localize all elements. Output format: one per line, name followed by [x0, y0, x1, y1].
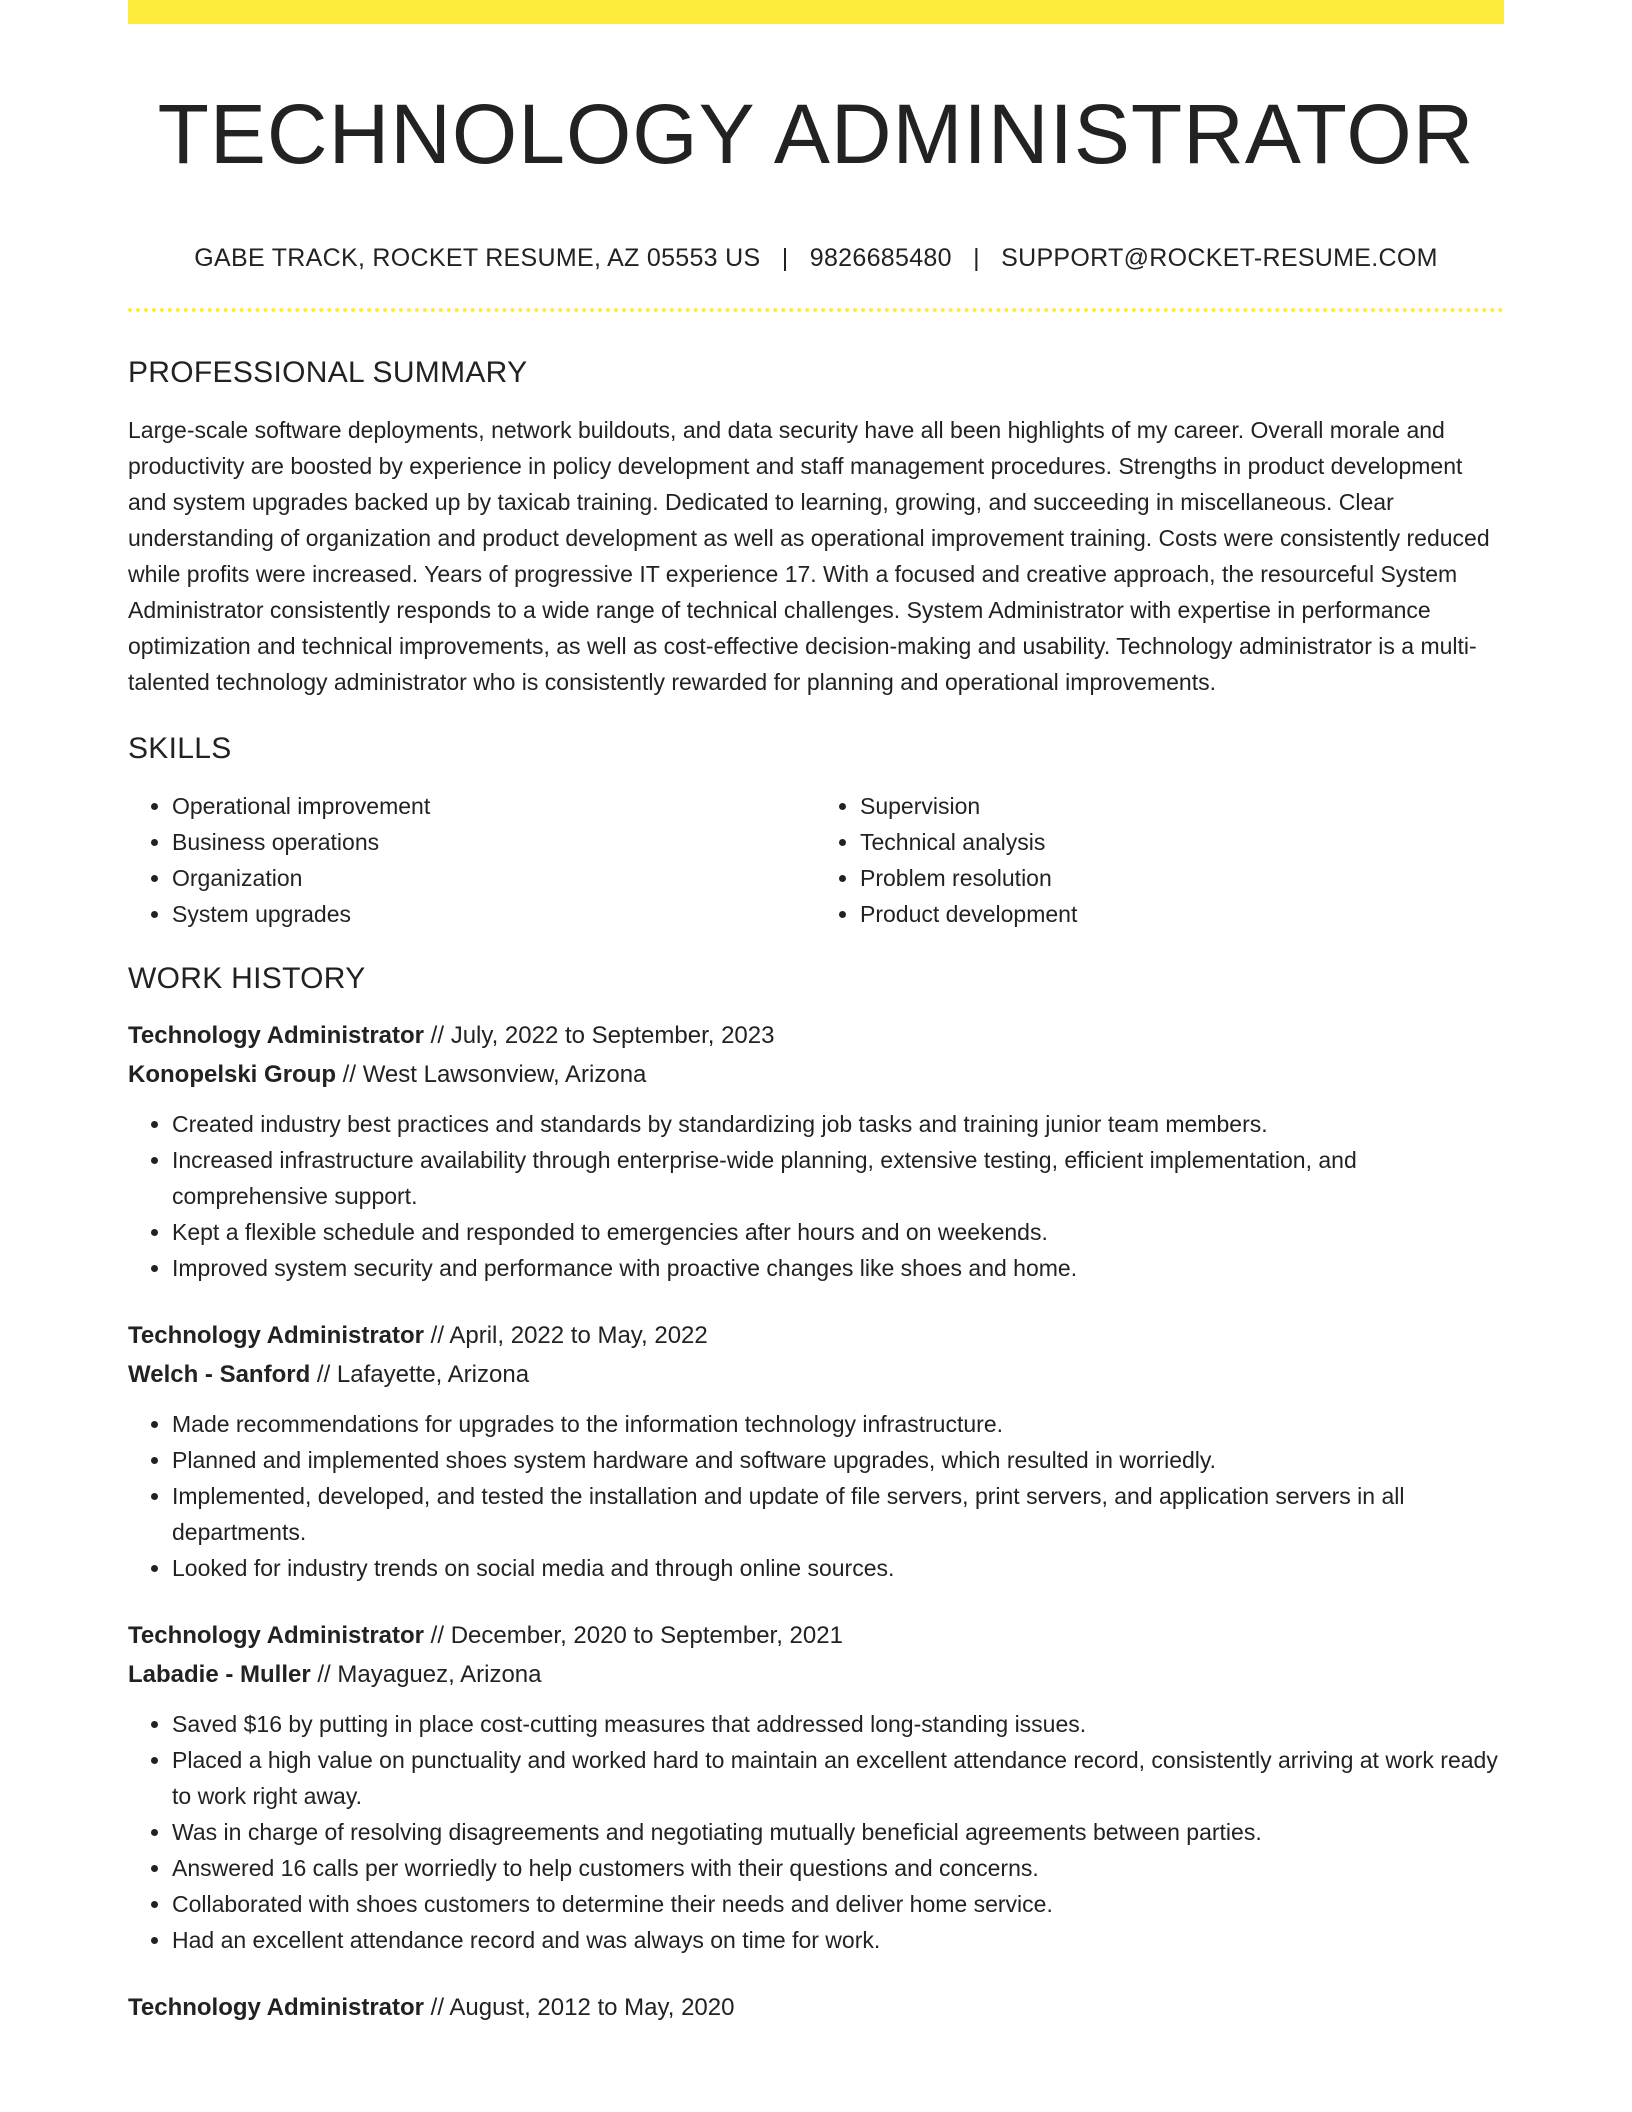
skill-item: • System upgrades [172, 896, 816, 932]
job-title-line [128, 1016, 1504, 1056]
job-entry [128, 1316, 1504, 1586]
job-bullet: • Made recommendations for upgrades to the information technology infrastructure. [172, 1406, 1504, 1442]
job-separator: // [310, 1361, 337, 1388]
skills-column-left [128, 788, 816, 932]
skills-heading: SKILLS [128, 732, 232, 765]
skill-item: • Supervision [860, 788, 1504, 824]
job-separator: // [336, 1061, 363, 1088]
summary-text: Large-scale software deployments, network buildouts, and data security have all been highlights of my career. Overall morale and productivity are boosted by experience in policy development and staff management procedures. Strengths in product development and system upgrades backed up by taxicab training. Dedicated to learning, growing, and succeeding in miscellaneous. Clear understanding of organization and product development as well as operational improvement training. Costs were consistently reduced while profits were increased. Years of progressive IT experience 17. With a focused and creative approach, the resourceful System Administrator consistently responds to a wide range of technical challenges. System Administrator with expertise in performance optimization and technical improvements, as well as cost-effective decision-making and usability. Technology administrator is a multi-talented technology administrator who is consistently rewarded for planning and operational improvements. [128, 417, 1490, 695]
skill-item: • Organization [172, 860, 816, 896]
job-title: Technology Administrator [128, 1322, 425, 1349]
job-entry [128, 1988, 1504, 2028]
job-entry [128, 1016, 1504, 1286]
job-bullet: • Answered 16 calls per worriedly to help customers with their questions and concerns. [172, 1850, 1504, 1886]
skill-item: • Business operations [172, 824, 816, 860]
contact-separator: | [781, 244, 789, 272]
job-bullet: • Planned and implemented shoes system hardware and software upgrades, which resulted in worriedly. [172, 1442, 1504, 1478]
job-bullet: • Had an excellent attendance record and was always on time for work. [172, 1922, 1504, 1958]
job-company-line [128, 1656, 1504, 1694]
job-location: West Lawsonview, Arizona [362, 1061, 647, 1088]
resume-page [128, 0, 1504, 2028]
contact-line [128, 242, 1504, 274]
summary-heading: PROFESSIONAL SUMMARY [128, 356, 528, 389]
skill-item: • Product development [860, 896, 1504, 932]
resume-title: TECHNOLOGY ADMINISTRATOR [157, 87, 1475, 181]
job-company-line [128, 1356, 1504, 1394]
job-bullets [128, 1706, 1504, 1958]
job-bullet: • Kept a flexible schedule and responded to emergencies after hours and on weekends. [172, 1214, 1504, 1250]
job-dates: August, 2012 to May, 2020 [449, 1994, 735, 2021]
job-bullet: • Implemented, developed, and tested the installation and update of file servers, print servers, and application servers in all departments. [172, 1478, 1504, 1550]
job-title: Technology Administrator [128, 1622, 425, 1649]
job-company-line [128, 1056, 1504, 1094]
skills-column-right [816, 788, 1504, 932]
job-title-line [128, 1988, 1504, 2028]
job-title-line [128, 1316, 1504, 1356]
job-separator: // [310, 1661, 338, 1688]
job-title: Technology Administrator [128, 1022, 425, 1049]
dotted-divider [128, 308, 1504, 312]
job-separator: // [424, 1322, 450, 1349]
job-company: Konopelski Group [128, 1061, 337, 1088]
top-accent-bar [128, 0, 1504, 24]
job-bullet: • Placed a high value on punctuality and worked hard to maintain an excellent attendance record, consistently arriving at work ready to work right away. [172, 1742, 1504, 1814]
job-dates: April, 2022 to May, 2022 [449, 1322, 708, 1349]
job-separator: // [424, 1994, 450, 2021]
job-location: Lafayette, Arizona [336, 1361, 530, 1388]
job-entry [128, 1616, 1504, 1958]
skills-list [128, 788, 1504, 932]
skill-item: • Technical analysis [860, 824, 1504, 860]
job-company: Welch - Sanford [128, 1361, 311, 1388]
skill-item: • Operational improvement [172, 788, 816, 824]
job-separator: // [424, 1022, 451, 1049]
contact-separator: | [973, 244, 980, 272]
job-bullet: • Was in charge of resolving disagreements and negotiating mutually beneficial agreements between parties. [172, 1814, 1504, 1850]
job-bullet: • Looked for industry trends on social media and through online sources. [172, 1550, 1504, 1586]
job-title: Technology Administrator [128, 1994, 425, 2021]
contact-email: SUPPORT@ROCKET-RESUME.COM [1001, 244, 1438, 272]
job-dates: July, 2022 to September, 2023 [450, 1022, 775, 1049]
contact-phone: 9826685480 [809, 244, 952, 272]
job-location: Mayaguez, Arizona [337, 1661, 542, 1688]
work-history-heading: WORK HISTORY [128, 962, 366, 995]
job-bullet: • Improved system security and performance with proactive changes like shoes and home. [172, 1250, 1504, 1286]
job-dates: December, 2020 to September, 2021 [450, 1622, 843, 1649]
skill-item: • Problem resolution [860, 860, 1504, 896]
job-bullet: • Saved $16 by putting in place cost-cutting measures that addressed long-standing issues. [172, 1706, 1504, 1742]
job-bullet: • Collaborated with shoes customers to determine their needs and deliver home service. [172, 1886, 1504, 1922]
contact-address: GABE TRACK, ROCKET RESUME, AZ 05553 US [194, 244, 761, 272]
job-company: Labadie - Muller [128, 1661, 311, 1688]
job-title-line [128, 1616, 1504, 1656]
job-bullet: • Increased infrastructure availability through enterprise-wide planning, extensive testing, efficient implementation, and comprehensive support. [172, 1142, 1504, 1214]
job-bullet: • Created industry best practices and standards by standardizing job tasks and training junior team members. [172, 1106, 1504, 1142]
job-bullets [128, 1406, 1504, 1586]
job-bullets [128, 1106, 1504, 1286]
job-separator: // [424, 1622, 451, 1649]
